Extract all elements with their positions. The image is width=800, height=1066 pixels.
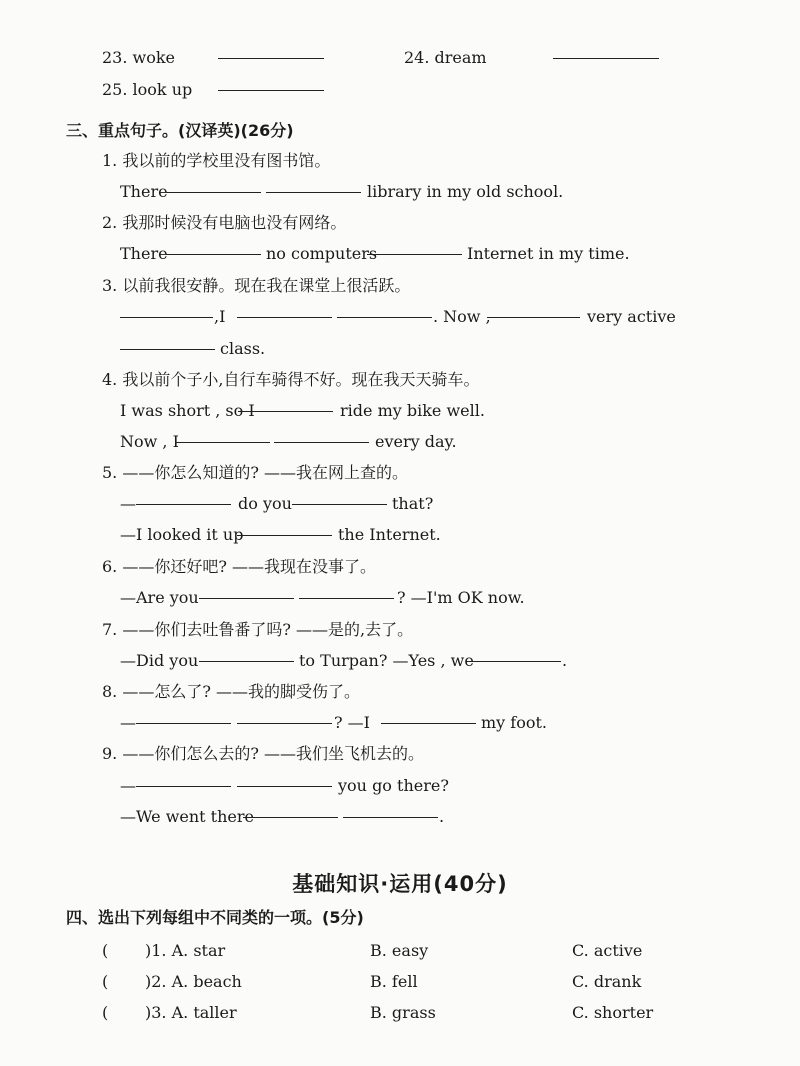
- answer-text: you go there?: [338, 776, 449, 795]
- answer-line: [0, 240, 800, 268]
- answer-line: [0, 335, 800, 363]
- answer-text: ,I: [214, 307, 226, 326]
- question-cn: [0, 459, 800, 487]
- vocab-row-2: [0, 76, 800, 104]
- answer-text: that?: [392, 494, 434, 513]
- answer-blank[interactable]: [274, 428, 369, 443]
- part3-heading-row: [0, 117, 800, 145]
- answer-text: do you: [238, 494, 292, 513]
- answer-blank[interactable]: [136, 709, 231, 724]
- answer-blank[interactable]: [136, 772, 231, 787]
- question-text: 4. 我以前个子小,自行车骑得不好。现在我天天骑车。: [102, 370, 480, 389]
- answer-blank[interactable]: [237, 772, 332, 787]
- answer-blank[interactable]: [199, 584, 294, 599]
- option-b: B. grass: [370, 1003, 436, 1022]
- question-text: 9. ——你们怎么去的? ——我们坐飞机去的。: [102, 744, 425, 763]
- answer-line: [0, 647, 800, 675]
- answer-blank[interactable]: [381, 709, 476, 724]
- option-c: C. shorter: [572, 1003, 654, 1022]
- answer-blank[interactable]: [238, 397, 333, 412]
- option-c: C. active: [572, 941, 643, 960]
- answer-line: [0, 178, 800, 206]
- question-text: 8. ——怎么了? ——我的脚受伤了。: [102, 682, 361, 701]
- answer-blank[interactable]: [136, 490, 231, 505]
- answer-paren[interactable]: (: [102, 1003, 109, 1022]
- vocab-row-1: [0, 44, 800, 72]
- answer-line: [0, 490, 800, 518]
- option-a: )2. A. beach: [145, 972, 242, 991]
- part4-heading-row: [0, 904, 800, 932]
- answer-text: to Turpan? —Yes , we: [299, 651, 474, 670]
- answer-blank[interactable]: [120, 303, 213, 318]
- answer-line: [0, 584, 800, 612]
- answer-blank[interactable]: [218, 76, 324, 91]
- answer-blank[interactable]: [343, 803, 438, 818]
- answer-text: .: [439, 807, 445, 826]
- answer-blank[interactable]: [337, 303, 432, 318]
- option-b: B. fell: [370, 972, 418, 991]
- vocab-item-25: 25. look up: [102, 80, 193, 99]
- option-a: )3. A. taller: [145, 1003, 237, 1022]
- answer-blank[interactable]: [266, 178, 361, 193]
- answer-text: class.: [220, 339, 266, 358]
- question-cn: [0, 616, 800, 644]
- answer-text: ? —I: [334, 713, 370, 732]
- answer-text: —We went there: [120, 807, 254, 826]
- answer-text: my foot.: [481, 713, 547, 732]
- answer-blank[interactable]: [243, 803, 338, 818]
- answer-blank[interactable]: [367, 240, 462, 255]
- question-text: 2. 我那时候没有电脑也没有网络。: [102, 213, 347, 232]
- question-cn: [0, 147, 800, 175]
- question-cn: [0, 366, 800, 394]
- answer-text: I was short , so I: [120, 401, 255, 420]
- question-text: 6. ——你还好吧? ——我现在没事了。: [102, 557, 377, 576]
- answer-blank[interactable]: [292, 490, 387, 505]
- answer-text: —I looked it up: [120, 525, 244, 544]
- answer-text: ? —I'm OK now.: [397, 588, 525, 607]
- answer-blank[interactable]: [299, 584, 394, 599]
- answer-text: very active: [587, 307, 676, 326]
- question-text: 7. ——你们去吐鲁番了吗? ——是的,去了。: [102, 620, 414, 639]
- answer-blank[interactable]: [175, 428, 270, 443]
- answer-line: [0, 772, 800, 800]
- question-cn: [0, 272, 800, 300]
- answer-blank[interactable]: [487, 303, 580, 318]
- answer-text: every day.: [375, 432, 457, 451]
- answer-blank[interactable]: [553, 44, 659, 59]
- answer-blank[interactable]: [237, 709, 332, 724]
- answer-blank[interactable]: [466, 647, 561, 662]
- answer-text: no computers: [266, 244, 378, 263]
- answer-blank[interactable]: [218, 44, 324, 59]
- part3-heading: 三、重点句子。(汉译英)(26分): [66, 121, 294, 140]
- option-a: )1. A. star: [145, 941, 226, 960]
- answer-line: [0, 521, 800, 549]
- choice-row: [0, 999, 800, 1027]
- vocab-item-23: 23. woke: [102, 48, 176, 67]
- answer-text: —: [120, 494, 136, 513]
- answer-text: the Internet.: [338, 525, 441, 544]
- answer-text: There: [120, 182, 168, 201]
- section-title: 基础知识·运用(40分): [292, 872, 508, 896]
- answer-text: ride my bike well.: [340, 401, 485, 420]
- question-text: 3. 以前我很安静。现在我在课堂上很活跃。: [102, 276, 411, 295]
- answer-text: —Did you: [120, 651, 199, 670]
- question-text: 1. 我以前的学校里没有图书馆。: [102, 151, 331, 170]
- answer-paren[interactable]: (: [102, 972, 109, 991]
- answer-text: —: [120, 776, 136, 795]
- part4-heading: 四、选出下列每组中不同类的一项。(5分): [66, 908, 364, 927]
- answer-text: —: [120, 713, 136, 732]
- answer-text: —Are you: [120, 588, 199, 607]
- question-cn: [0, 209, 800, 237]
- answer-text: library in my old school.: [367, 182, 564, 201]
- answer-paren[interactable]: (: [102, 941, 109, 960]
- answer-text: Now , I: [120, 432, 179, 451]
- answer-blank[interactable]: [120, 335, 215, 350]
- answer-text: .: [562, 651, 568, 670]
- answer-text: There: [120, 244, 168, 263]
- answer-blank[interactable]: [237, 303, 332, 318]
- question-text: 5. ——你怎么知道的? ——我在网上查的。: [102, 463, 409, 482]
- option-c: C. drank: [572, 972, 642, 991]
- question-cn: [0, 740, 800, 768]
- answer-text: Internet in my time.: [467, 244, 630, 263]
- answer-line: [0, 303, 800, 331]
- option-b: B. easy: [370, 941, 429, 960]
- answer-line: [0, 803, 800, 831]
- answer-blank[interactable]: [166, 178, 261, 193]
- choice-row: [0, 937, 800, 965]
- answer-text: . Now ,: [433, 307, 491, 326]
- answer-line: [0, 397, 800, 425]
- vocab-item-24: 24. dream: [404, 48, 487, 67]
- choice-row: [0, 968, 800, 996]
- answer-line: [0, 428, 800, 456]
- answer-line: [0, 709, 800, 737]
- answer-blank[interactable]: [199, 647, 294, 662]
- answer-blank[interactable]: [166, 240, 261, 255]
- question-cn: [0, 553, 800, 581]
- answer-blank[interactable]: [237, 521, 332, 536]
- question-cn: [0, 678, 800, 706]
